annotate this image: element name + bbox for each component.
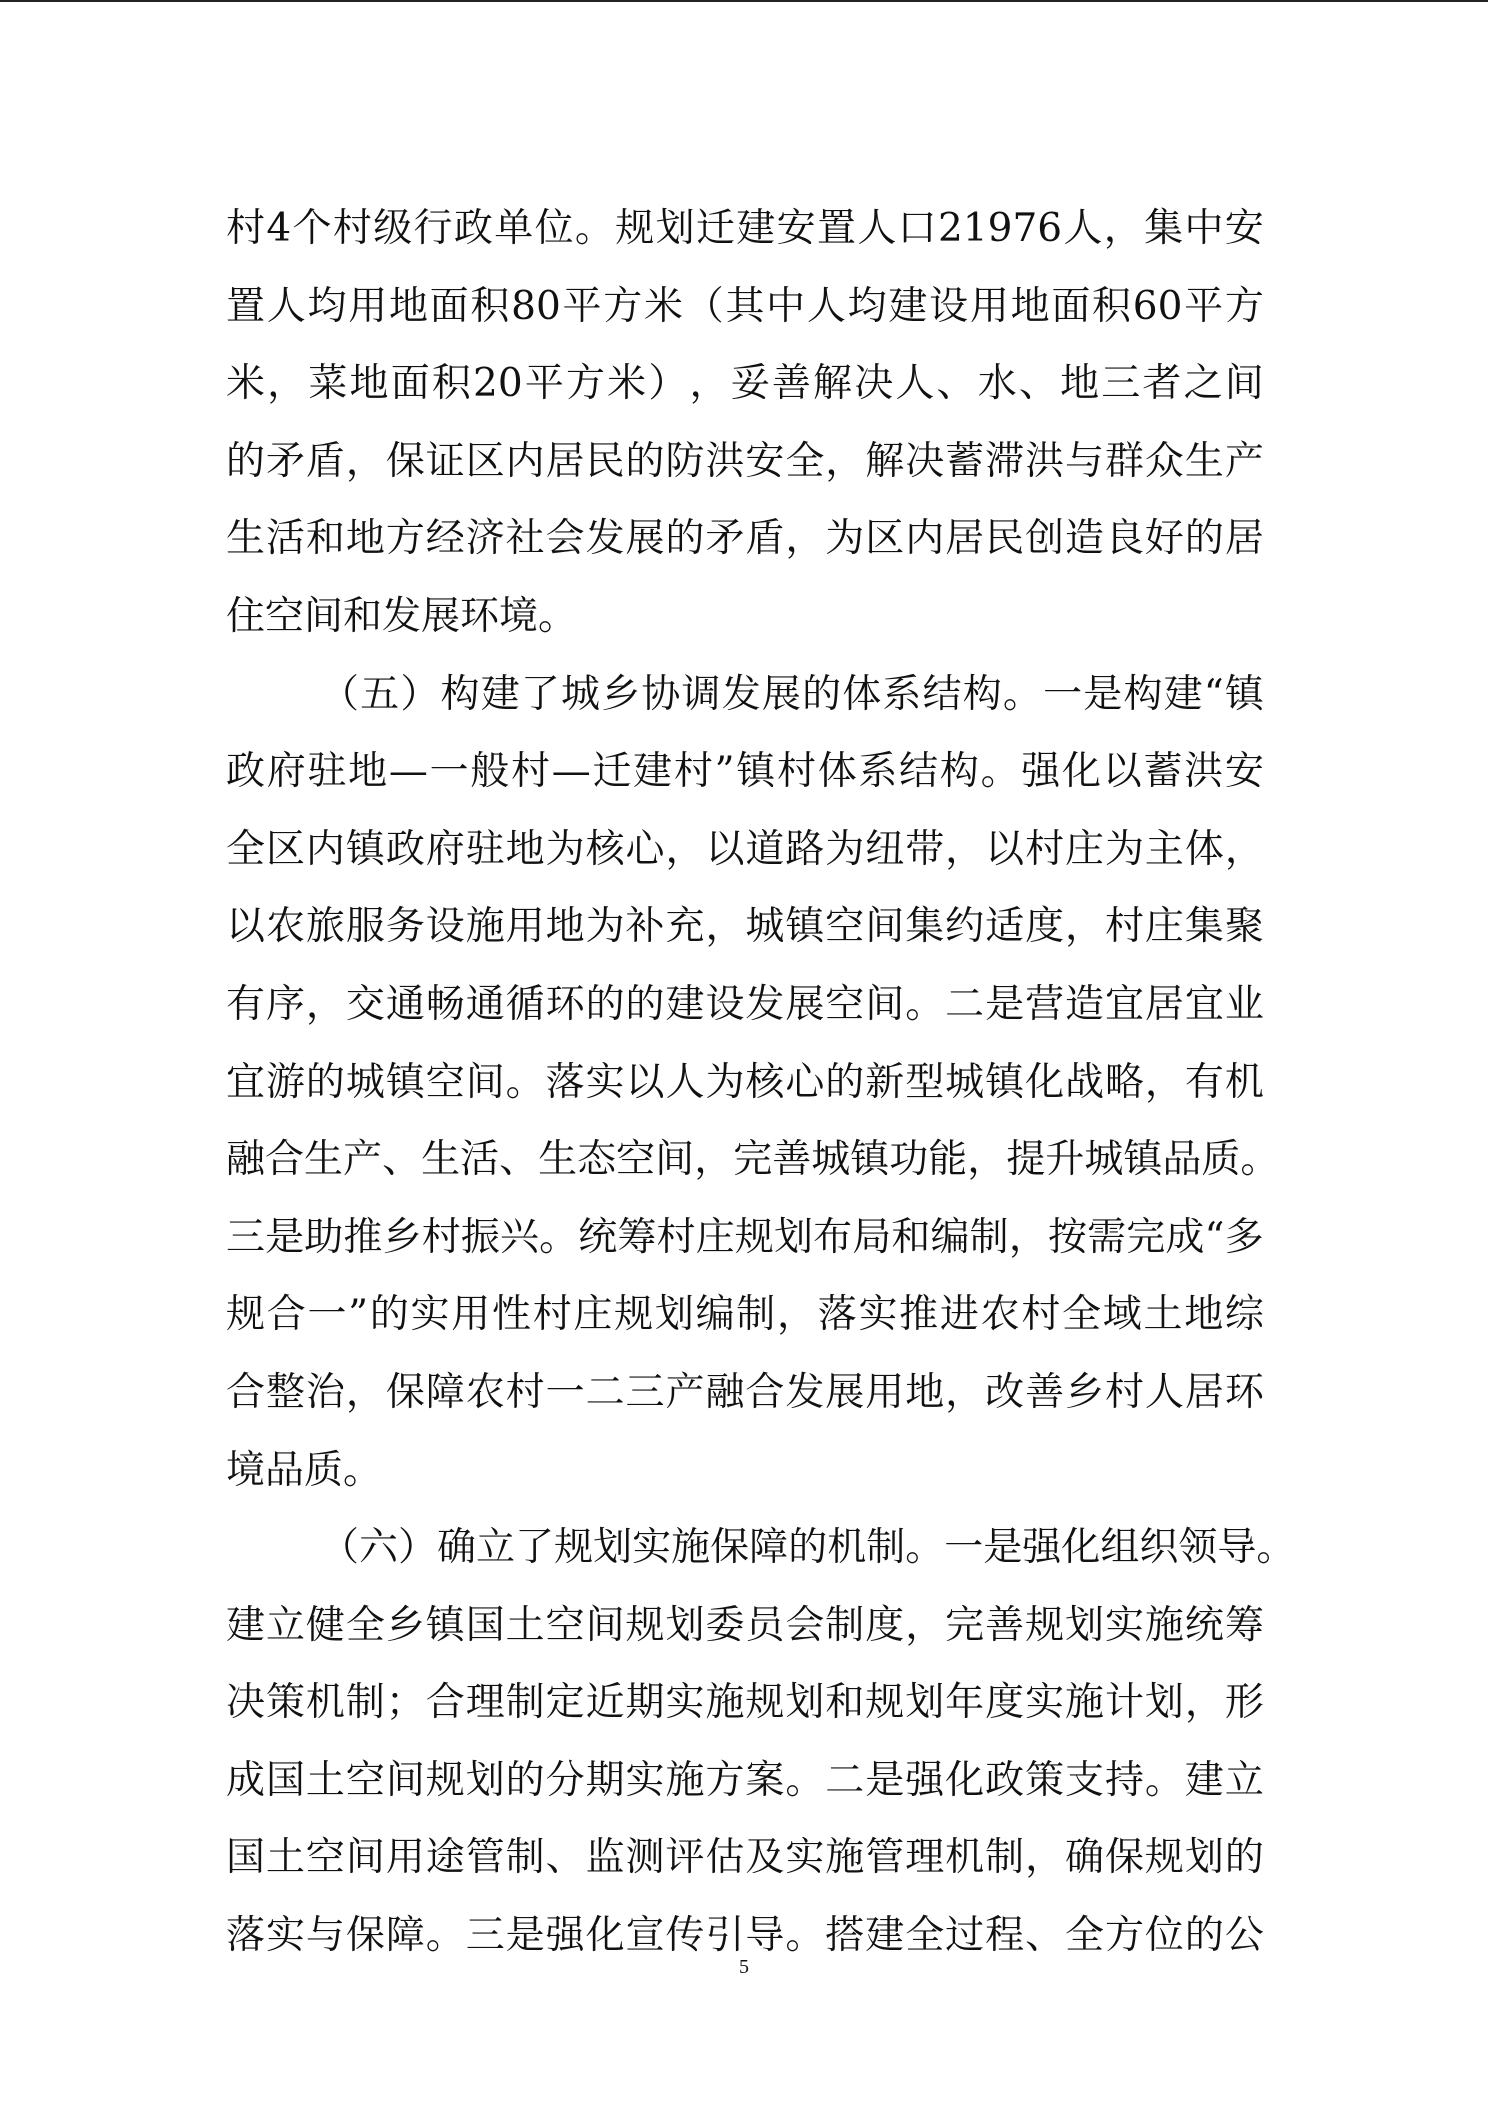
text-line: 境品质。 <box>226 1447 383 1493</box>
text-line: 置 人 均 用 地 面 积 80 平 方 米 （ 其 中 人 均 建 设 用 地 面 积 60 平 方 <box>226 283 1264 329</box>
text-line: 融 合 生 产 、 生 活 、 生 态 空 间 ， 完 善 城 镇 功 能 ， 提 升 城 镇 品 质 。 <box>226 1137 1280 1183</box>
text-line: 政 府 驻 地 — 一 般 村 — 迁 建 村 ” 镇 村 体 系 结 构 。 强 化 以 蓄 洪 安 <box>226 749 1264 795</box>
text-line: 村 4 个 村 级 行 政 单 位 。 规 划 迁 建 安 置 人 口 21976 人 ， 集 中 安 <box>226 206 1264 251</box>
text-line: 的 矛 盾 ， 保 证 区 内 居 民 的 防 洪 安 全 ， 解 决 蓄 滞 洪 与 群 众 生 产 <box>226 438 1264 484</box>
text-line: 生 活 和 地 方 经 济 社 会 发 展 的 矛 盾 ， 为 区 内 居 民 创 造 良 好 的 居 <box>226 516 1264 562</box>
text-line: 合 整 治 ， 保 障 农 村 一 二 三 产 融 合 发 展 用 地 ， 改 善 乡 村 人 居 环 <box>226 1369 1264 1415</box>
body-text <box>226 190 1296 1975</box>
text-line: 米 ， 菜 地 面 积 20 平 方 米 ） ， 妥 善 解 决 人 、 水 、 地 三 者 之 间 <box>226 361 1264 407</box>
page-number: 5 <box>739 1956 749 1978</box>
text-line: 决 策 机 制 ； 合 理 制 定 近 期 实 施 规 划 和 规 划 年 度 实 施 计 划 ， 形 <box>226 1680 1264 1726</box>
text-line: 规 合 一 ” 的 实 用 性 村 庄 规 划 编 制 ， 落 实 推 进 农 村 全 域 土 地 综 <box>226 1292 1264 1338</box>
text-line: 住空间和发展环境。 <box>226 593 578 639</box>
text-line: 宜 游 的 城 镇 空 间 。 落 实 以 人 为 核 心 的 新 型 城 镇 化 战 略 ， 有 机 <box>226 1059 1264 1105</box>
text-line: （ 六 ） 确 立 了 规 划 实 施 保 障 的 机 制 。 一 是 强 化 组 织 领 导 。 <box>320 1525 1296 1571</box>
text-line: 建 立 健 全 乡 镇 国 土 空 间 规 划 委 员 会 制 度 ， 完 善 规 划 实 施 统 筹 <box>226 1602 1264 1648</box>
text-line: 成 国 土 空 间 规 划 的 分 期 实 施 方 案 。 二 是 强 化 政 策 支 持 。 建 立 <box>226 1757 1264 1803</box>
text-line: 有 序 ， 交 通 畅 通 循 环 的 的 建 设 发 展 空 间 。 二 是 营 造 宜 居 宜 业 <box>226 981 1264 1027</box>
text-line: 国 土 空 间 用 途 管 制 、 监 测 评 估 及 实 施 管 理 机 制 ， 确 保 规 划 的 <box>226 1835 1264 1881</box>
text-line: 三 是 助 推 乡 村 振 兴 。 统 筹 村 庄 规 划 布 局 和 编 制 ， 按 需 完 成 “ 多 <box>226 1214 1264 1260</box>
text-line: （ 五 ） 构 建 了 城 乡 协 调 发 展 的 体 系 结 构 。 一 是 构 建 “ 镇 <box>320 671 1264 717</box>
text-line: 落 实 与 保 障 。 三 是 强 化 宣 传 引 导 。 搭 建 全 过 程 、 全 方 位 的 公 <box>226 1913 1264 1959</box>
text-line: 全 区 内 镇 政 府 驻 地 为 核 心 ， 以 道 路 为 纽 带 ， 以 村 庄 为 主 体 ， <box>226 826 1264 872</box>
text-line: 以 农 旅 服 务 设 施 用 地 为 补 充 ， 城 镇 空 间 集 约 适 度 ， 村 庄 集 聚 <box>226 904 1264 950</box>
